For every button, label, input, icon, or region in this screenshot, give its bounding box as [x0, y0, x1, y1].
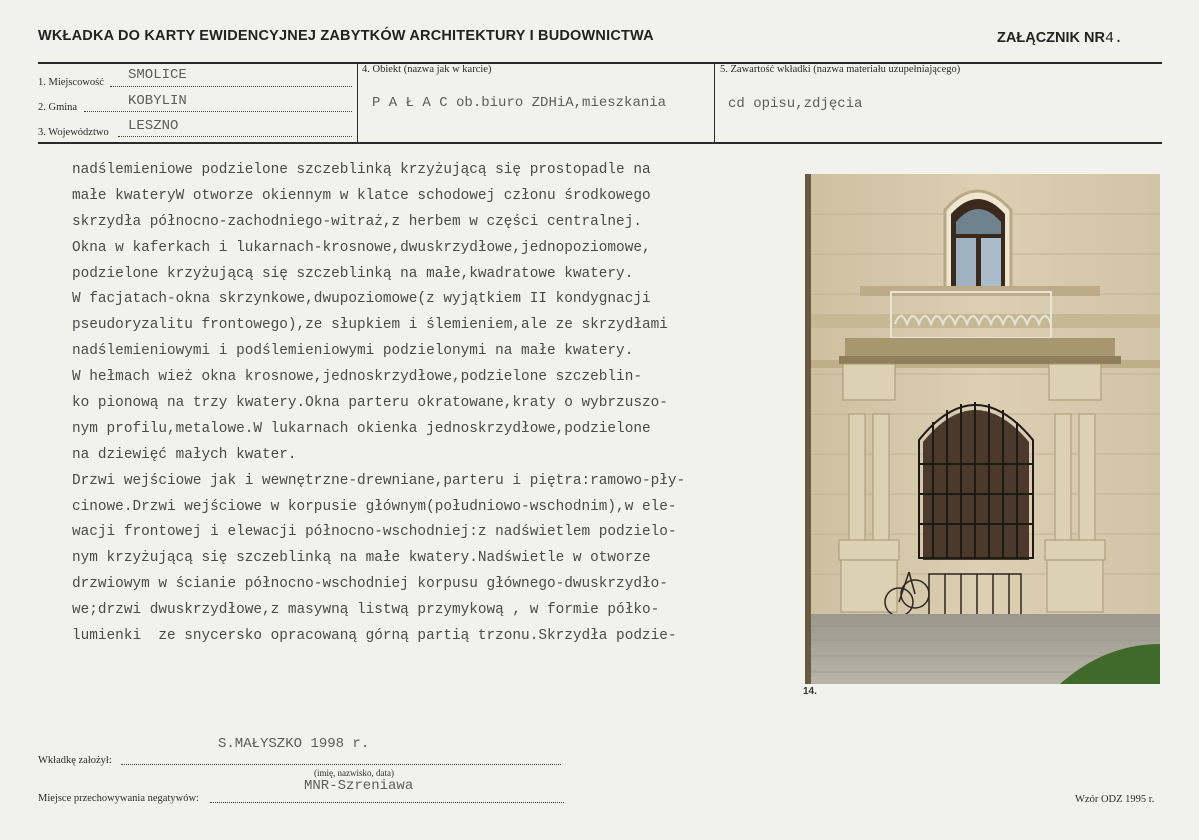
description-line: ko pionową na trzy kwatery.Okna parteru okratowane,kraty o wybrzuszo-	[72, 395, 668, 412]
gmina-value: KOBYLIN	[128, 93, 187, 109]
miejscowosc-dotted-line	[110, 86, 352, 87]
description-line: W hełmach wież okna krosnowe,jednoskrzydłowe,podzielone szczeblin-	[72, 369, 642, 386]
header-top-rule	[38, 62, 1162, 64]
description-line: wacji frontowej i elewacji północno-wschodniej:z nadświetlem podzielo-	[72, 524, 677, 541]
description-line: nym profilu,metalowe.W lukarnach okienka jednoskrzydłowe,podzielone	[72, 420, 651, 437]
obiekt-name: P A Ł A C	[372, 95, 448, 111]
author-label: Wkładkę założył:	[38, 755, 112, 766]
description-line: W facjatach-okna skrzynkowe,dwupoziomowe(z wyjątkiem II kondygnacji	[72, 291, 651, 308]
negatives-dotted-line	[210, 802, 564, 803]
attachment-label: ZAŁĄCZNIK NR	[997, 30, 1105, 46]
zawartosc-label: 5. Zawartość wkładki (nazwa materiału uzupełniającego)	[720, 64, 961, 75]
zawartosc-value: cd opisu,zdjęcia	[728, 96, 863, 112]
attachment-number-value: 4.	[1104, 30, 1123, 47]
wojewodztwo-label: 3. Województwo	[38, 127, 109, 138]
photo-number: 14.	[803, 686, 817, 697]
description-line: cinowe.Drzwi wejściowe w korpusie głównym(południowo-wschodnim),w ele-	[72, 498, 677, 515]
description-line: we;drzwi dwuskrzydłowe,z masywną listwą przymykową , w formie półko-	[72, 602, 660, 619]
description-line: nym krzyżującą się szczeblinką na małe kwatery.Nadświetle w otworze	[72, 550, 651, 567]
gmina-dotted-line	[84, 111, 352, 112]
obiekt-use: ob.biuro ZDHiA,mieszkania	[456, 95, 667, 111]
obiekt-label: 4. Obiekt (nazwa jak w karcie)	[362, 64, 492, 75]
author-dotted-line	[121, 764, 561, 765]
building-photo	[805, 174, 1160, 684]
description-line: drzwiowym w ścianie północno-wschodniej korpusu głównego-dwuskrzydło-	[72, 576, 668, 593]
description-line: nadślemieniowymi i podślemieniowymi podzielonymi na małe kwatery.	[72, 343, 634, 360]
description-line: na dziewięć małych kwater.	[72, 446, 297, 463]
description-line: lumienki ze snycersko opracowaną górną partią trzonu.Skrzydła podzie-	[72, 628, 677, 645]
palace-facade-image	[805, 174, 1160, 684]
gmina-label: 2. Gmina	[38, 102, 78, 113]
author-value: S.MAŁYSZKO 1998 r.	[218, 736, 370, 752]
description-line: skrzydła północno-zachodniego-witraż,z herbem w części centralnej.	[72, 213, 642, 230]
description-text	[72, 158, 792, 650]
negatives-label: Miejsce przechowywania negatywów:	[38, 793, 199, 804]
column-divider-1	[357, 63, 358, 143]
description-line: małe kwateryW otworze okiennym w klatce schodowej członu środkowego	[72, 187, 651, 204]
author-hint: (imię, nazwisko, data)	[314, 768, 394, 778]
description-line: nadślemieniowe podzielone szczeblinką krzyżującą się prostopadle na	[72, 162, 651, 178]
document-title: WKŁADKA DO KARTY EWIDENCYJNEJ ZABYTKÓW ARCHITEKTURY I BUDOWNICTWA	[38, 28, 654, 44]
miejscowosc-label: 1. Miejscowość	[38, 77, 104, 88]
negatives-value: MNR-Szreniawa	[304, 778, 414, 794]
header-bottom-rule	[38, 142, 1162, 144]
description-line: Okna w kaferkach i lukarnach-krosnowe,dwuskrzydłowe,jednopoziomowe,	[72, 239, 651, 256]
obiekt-value	[372, 95, 666, 111]
miejscowosc-value: SMOLICE	[128, 67, 187, 83]
template-version: Wzór ODZ 1995 r.	[1075, 794, 1155, 805]
attachment-number	[997, 30, 1123, 47]
wojewodztwo-value: LESZNO	[128, 118, 179, 134]
description-line: Drzwi wejściowe jak i wewnętrzne-drewniane,parteru i piętra:ramowo-pły-	[72, 472, 686, 489]
column-divider-2	[714, 63, 715, 143]
description-line: pseudoryzalitu frontowego),ze słupkiem i ślemieniem,ale ze skrzydłami	[72, 317, 668, 334]
wojewodztwo-dotted-line	[118, 136, 352, 137]
description-line: podzielone krzyżującą się szczeblinką na małe,kwadratowe kwatery.	[72, 265, 634, 282]
